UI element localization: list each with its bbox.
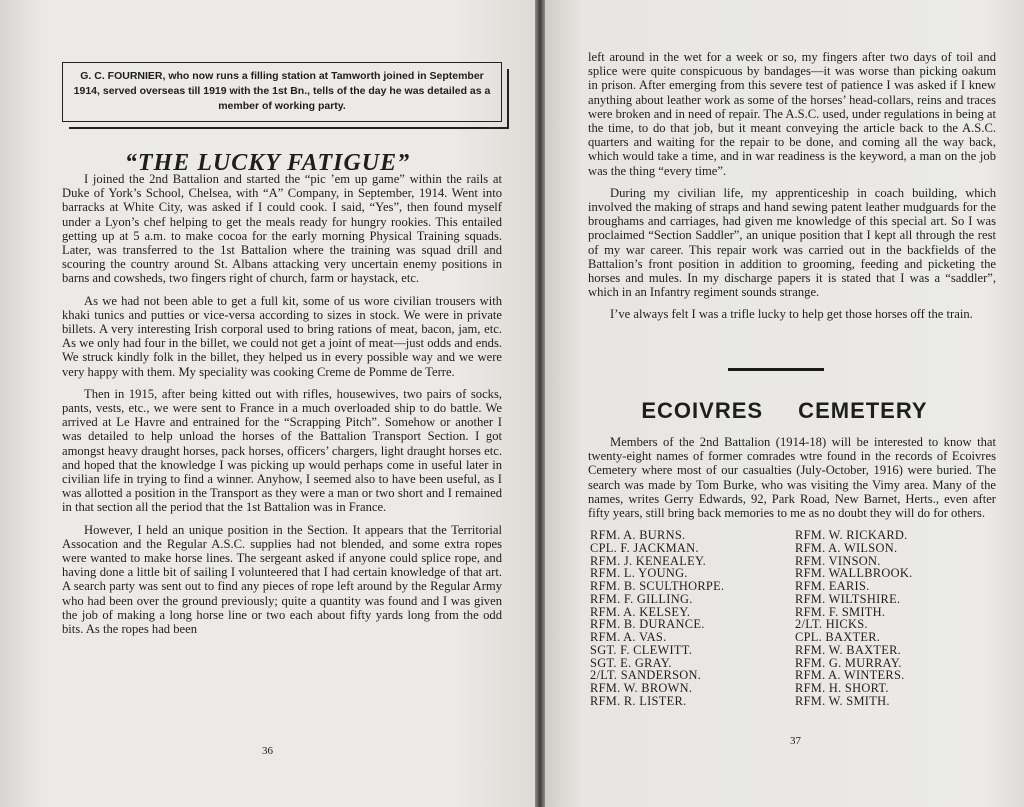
casualty-name: RFM. F. SMITH. <box>795 604 886 619</box>
casualty-name: RFM. J. KENEALEY. <box>590 553 707 568</box>
casualty-name: RFM. L. YOUNG. <box>590 566 688 581</box>
article-body <box>62 172 502 644</box>
author-intro-box <box>62 62 502 122</box>
casualty-name: RFM. A. WILSON. <box>795 540 898 555</box>
cemetery-intro <box>588 435 996 528</box>
article-paragraph: During my civilian life, my apprenticeship in coach building, which involved the making of straps and hand sewing patent leather mudguards for the broughams and carriages, had given me knowledge of this special art. So I was proclaimed “Section Saddler”, an unique position that I kept all through the rest of my war career. This repair work was carried out in the backfields of the Battalion’s front position in addition to grooming, feeding and picketing the horses and mules. In my discharge papers it is stated that I was a “saddler”, which in an Infantry regiment sounds strange. <box>588 185 996 300</box>
casualty-name: RFM. A. BURNS. <box>590 528 686 542</box>
section-divider <box>728 368 824 371</box>
casualty-name: SGT. E. GRAY. <box>590 655 672 670</box>
page-number-left: 36 <box>262 745 273 757</box>
casualty-name: RFM. W. SMITH. <box>795 693 890 708</box>
casualty-list-right <box>795 529 913 708</box>
author-intro-text: G. C. FOURNIER, who now runs a filling station at Tamworth joined in September 1914, served overseas till 1919 with the 1st Bn., tells of the day he was detailed as a member of working party. <box>73 70 491 112</box>
casualty-name: RFM. WALLBROOK. <box>795 566 913 581</box>
page-number-right: 37 <box>790 735 801 747</box>
casualty-name: SGT. F. CLEWITT. <box>590 642 693 657</box>
article-title: “THE LUCKY FATIGUE” <box>124 150 411 176</box>
casualty-name: RFM. VINSON. <box>795 553 881 568</box>
casualty-name: RFM. B. DURANCE. <box>590 617 705 632</box>
casualty-name: RFM. H. SHORT. <box>795 681 889 695</box>
article-paragraph: Then in 1915, after being kitted out with rifles, housewives, two pairs of socks, pants, vests, etc., we were sent to France in a much overloaded ship to do battle. We arrived at Le Havre and entrained for the “Scrapping Pitch”. Somehow or another I was detailed to help unload the horses of the Battalion Transport Section. I got amongst heavy draught horses, pack horses, officers’ chargers, light draught horses etc. and hoped that the knowledge I was picking up would perhaps come in useful later in civilian life in trying to find a winner. Anyhow, I seemed also to have been useful, as I was allotted a position in the Transport as they were a man or two short and I remained in that section all the period that the 1st Battalion was in France. <box>62 386 502 515</box>
casualty-name: RFM. W. BROWN. <box>590 681 693 695</box>
article-paragraph: left around in the wet for a week or so, my fingers after two days of toil and splice were quite conspicuous by bandages—it was worse than picking oakum in prison. After emerging from this severe test of patience I was asked if I knew anything about leather work as some of the horses’ head-collars, reins and traces were broken and in need of repair. The A.S.C. used, under regulations in being at the time, to do that job, but it meant conveying the article back to the A.S.C. quarters and waiting for the repair to be done, and coming all the way back, which would take a time, and in war readiness is the keyword, a man on the job was the thing “every time”. <box>588 50 996 178</box>
casualty-name: RFM. B. SCULTHORPE. <box>590 579 725 593</box>
casualty-name: CPL. BAXTER. <box>795 630 881 644</box>
article-paragraph: I joined the 2nd Battalion and started the “pic ’em up game” within the rails at Duke of York’s School, Chelsea, with “A” Company, in September, 1914. Went into barracks at White City, was asked if I could cook. I said, “Yes”, then found myself under a Lyon’s chef helping to get the meals ready for hungry rookies. This entailed getting up at 5 a.m. to make cocoa for the early morning Physical Training squads. Later, was transferred to the 1st Battalion where the training was squad drill and scouring the country around St. Albans attacking very uncertain enemy positions in barns and cowsheds, two fingers right of church, farm or haystack, etc. <box>62 172 502 286</box>
casualty-name: RFM. W. RICKARD. <box>795 528 908 542</box>
book-gutter <box>535 0 545 807</box>
article-paragraph: I’ve always felt I was a trifle lucky to help get those horses off the train. <box>610 307 973 322</box>
casualty-name: RFM. F. GILLING. <box>590 591 693 606</box>
casualty-name: RFM. A. WINTERS. <box>795 668 905 683</box>
casualty-name: RFM. A. KELSEY. <box>590 604 691 619</box>
casualty-name: RFM. A. VAS. <box>590 630 667 644</box>
article-continuation <box>588 50 996 330</box>
casualty-name: RFM. R. LISTER. <box>590 693 687 708</box>
casualty-name: 2/LT. HICKS. <box>795 617 868 632</box>
casualty-name: CPL. F. JACKMAN. <box>590 540 699 555</box>
article-paragraph: However, I held an unique position in the Section. It appears that the Territorial Assocation and the Regular A.S.C. supplies had not blended, and some extra ropes were wanted to make horse lines. The sergeant asked if anyone could splice rope, and having done a little bit of sailing I volunteered that I had certain knowledge of that art. A search party was sent out to find any pieces of rope left around by the Regular Army who had been over the ground previously; quite a quantity was found and I was given the job of making a long horse line or two each about fifty yards long from the odd bits. As the ropes had been <box>62 522 502 637</box>
casualty-name: RFM. G. MURRAY. <box>795 655 902 670</box>
cemetery-section-title: ECOIVRES CEMETERY <box>641 398 928 423</box>
article-paragraph: As we had not been able to get a full kit, some of us wore civilian trousers with khaki tunics and putties or vice-versa according to sizes in stock. We were in private billets. A very interesting Irish corporal used to bring rations of meat, bacon, jam, etc. As we only had four in the billet, we could not get a joint of meat—just odds and ends. We struck kindly folk in the billet, they helped us in every possible way and we were very happy with them. My speciality was cooking Creme de Pomme de Terre. <box>62 293 502 379</box>
casualty-list-left <box>590 529 724 708</box>
casualty-name: RFM. W. BAXTER. <box>795 642 902 657</box>
casualty-name: RFM. EARIS. <box>795 579 870 593</box>
cemetery-paragraph: Members of the 2nd Battalion (1914-18) will be interested to know that twenty-eight names of former comrades wtre found in the records of Ecoivres Cemetery where most of our casualties (July-October, 1916) were buried. The search was made by Tom Burke, who was visiting the Vimy area. Many of the names, writes Gerry Edwards, 92, Park Road, New Barnet, Herts., even after fifty years, still bring back memories to me as no doubt they will do for others. <box>588 435 996 521</box>
casualty-name: 2/LT. SANDERSON. <box>590 668 702 683</box>
casualty-name: RFM. WILTSHIRE. <box>795 591 901 606</box>
